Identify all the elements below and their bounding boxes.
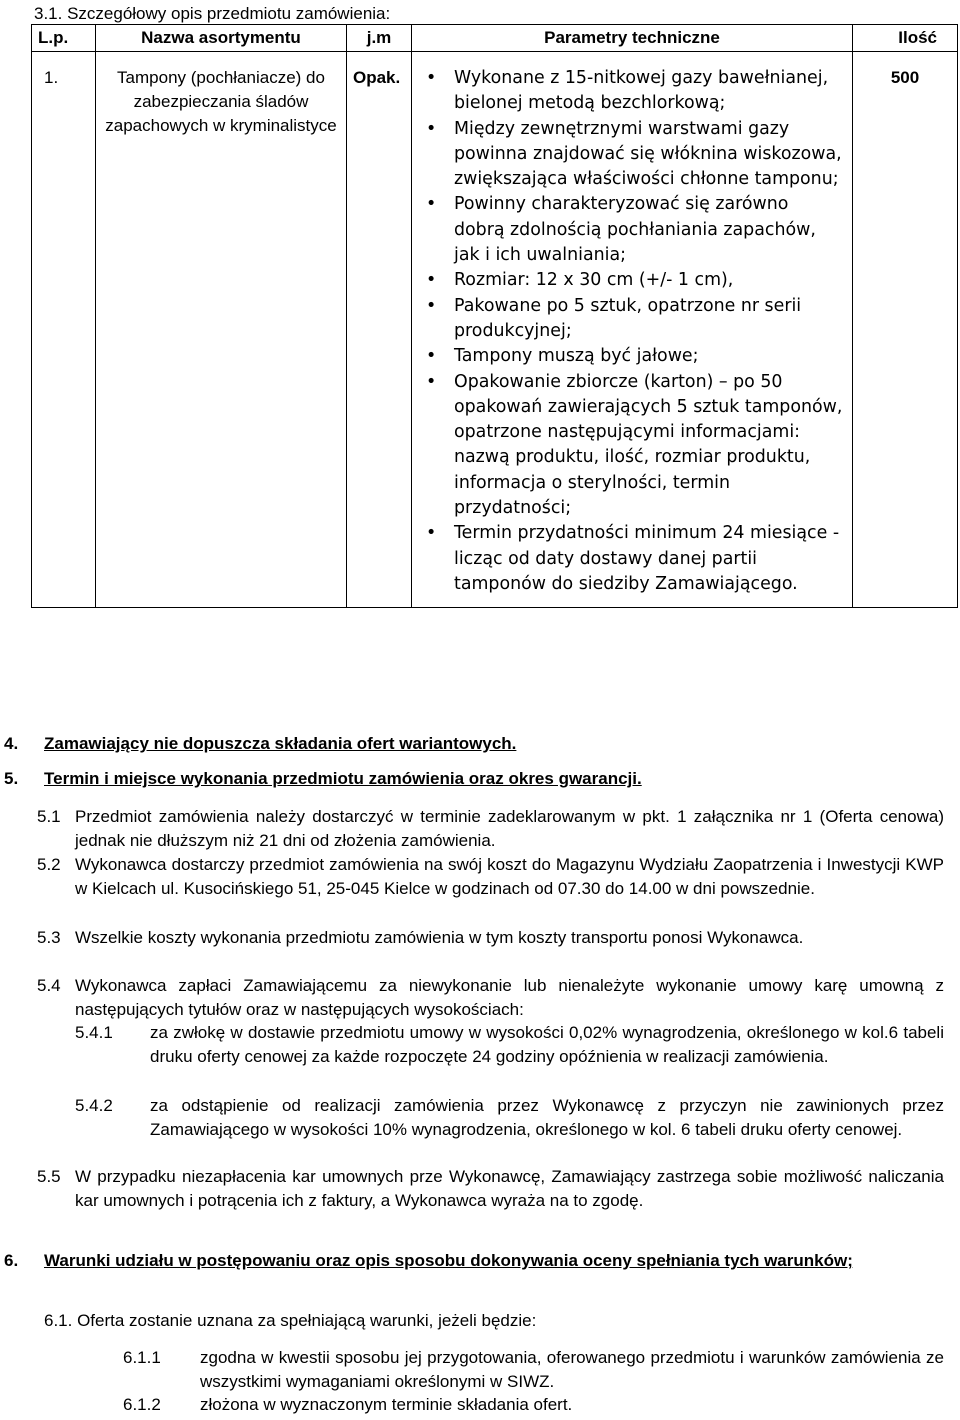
bullet-icon: • <box>426 270 437 291</box>
paragraph-number: 5.4.1 <box>75 1023 113 1042</box>
params-item-text: Wykonane z 15-nitkowej gazy bawełnianej, bielonej metodą bezchlorkową; <box>454 68 829 114</box>
paragraph-5-1 <box>37 805 944 853</box>
params-list <box>426 66 844 597</box>
paragraph-number: 5.5 <box>37 1167 61 1186</box>
table-row <box>32 52 958 608</box>
params-item-text: Powinny charakteryzować się zarówno dobrą zdolnością pochłaniania zapachów, jak i ich uwalniania; <box>454 194 816 266</box>
params-item-text: Pakowane po 5 sztuk, opatrzone nr serii produkcyjnej; <box>454 295 802 341</box>
params-item-text: Opakowanie zbiorcze (karton) – po 50 opakowań zawierających 5 sztuk tamponów, opatrzone następującymi informacjami: nazwą produktu, ilość, rozmiar produktu, informacja o sterylności, termin przydatności; <box>454 371 843 519</box>
paragraph-text: złożona w wyznaczonym terminie składania ofert. <box>200 1395 573 1414</box>
paragraph-number: 5.4 <box>37 976 61 995</box>
params-item-text: Termin przydatności minimum 24 miesiące - licząc od daty dostawy danej partii tamponów do siedziby Zamawiającego. <box>454 523 840 594</box>
paragraph-text: W przypadku niezapłacenia kar umownych prze Wykonawcę, Zamawiający zastrzega sobie możliwość naliczania kar umownych i potrącenia ich z faktury, a Wykonawca wyraża na to zgodę. <box>75 1167 944 1210</box>
paragraph-number: 6.1.2 <box>123 1395 161 1414</box>
header-qty: Ilość <box>853 25 958 52</box>
paragraph-text: Wykonawca zapłaci Zamawiającemu za niewykonanie lub nienależyte wykonanie umowy karę umowną z następujących tytułów oraz w następujących wysokościach: <box>75 976 944 1019</box>
paragraph-text: za odstąpienie od realizacji zamówienia przez Wykonawcę z przyczyn nie zawinionych przez Zamawiającego w wysokości 10% wynagrodzenia, określonego w kol. 6 tabeli druku oferty cenowej. <box>150 1096 944 1139</box>
paragraph-5-4 <box>37 974 944 1022</box>
paragraph-6-1-2 <box>123 1393 944 1417</box>
row-unit: Opak. <box>347 52 412 608</box>
params-item-text: Tampony muszą być jałowe; <box>454 346 699 367</box>
paragraph-number: 5.3 <box>37 928 61 947</box>
section-6-number: 6. <box>4 1251 19 1270</box>
bullet-icon: • <box>426 118 437 139</box>
paragraph-number: 5.4.2 <box>75 1096 113 1115</box>
section-5-number: 5. <box>4 769 19 788</box>
section-4-heading: Zamawiający nie dopuszcza składania ofert wariantowych. <box>44 734 517 753</box>
section-5-heading: Termin i miejsce wykonania przedmiotu zamówienia oraz okres gwarancji. <box>44 769 642 788</box>
paragraph-6-1: 6.1. Oferta zostanie uznana za spełniającą warunki, jeżeli będzie: <box>44 1311 537 1330</box>
params-item-text: Między zewnętrznymi warstwami gazy powinna znajdować się włóknina wiskozowa, zwiększająca właściwości chłonne tamponu; <box>454 118 842 190</box>
params-item-text: Rozmiar: 12 x 30 cm (+/- 1 cm), <box>454 270 734 291</box>
section-6-heading: Warunki udziału w postępowaniu oraz opis sposobu dokonywania oceny spełniania tych warunków; <box>44 1251 853 1270</box>
params-list-item <box>426 192 844 268</box>
paragraph-5-3 <box>37 926 944 950</box>
bullet-icon: • <box>426 194 437 215</box>
params-list-item <box>426 66 844 117</box>
header-name: Nazwa asortymentu <box>96 25 347 52</box>
header-unit: j.m <box>347 25 412 52</box>
bullet-icon: • <box>426 523 437 544</box>
paragraph-6-1-1 <box>123 1346 944 1394</box>
row-name: Tampony (pochłaniacze) do zabezpieczania śladów zapachowych w kryminalistyce <box>96 52 347 608</box>
paragraph-number: 6.1.1 <box>123 1348 161 1367</box>
paragraph-text: zgodna w kwestii sposobu jej przygotowania, oferowanego przedmiotu i warunków zamówienia ze wszystkimi wymaganiami określonymi w SIWZ. <box>200 1348 944 1391</box>
params-list-item <box>426 268 844 293</box>
paragraph-text: Przedmiot zamówienia należy dostarczyć w terminie zadeklarowanym w pkt. 1 załącznika nr 1 (Oferta cenowa) jednak nie dłuższym niż 21 dni od złożenia zamówienia. <box>75 807 944 850</box>
row-lp: 1. <box>32 52 96 608</box>
table-header-row <box>32 25 958 52</box>
bullet-icon: • <box>426 68 437 88</box>
order-specification-table <box>31 24 958 608</box>
params-list-item <box>426 370 844 522</box>
paragraph-5-2 <box>37 853 944 901</box>
params-list-item <box>426 117 844 193</box>
params-list-item <box>426 344 844 369</box>
params-list-item <box>426 521 844 597</box>
row-qty: 500 <box>853 52 958 608</box>
header-params: Parametry techniczne <box>412 25 853 52</box>
row-params <box>412 52 853 608</box>
params-list-item <box>426 294 844 345</box>
paragraph-5-4-1 <box>75 1021 944 1069</box>
paragraph-text: Wykonawca dostarczy przedmiot zamówienia na swój koszt do Magazynu Wydziału Zaopatrzenia i Inwestycji KWP w Kielcach ul. Kusocińskiego 51, 25-045 Kielce w godzinach od 07.30 do 14.00 w dni powszednie. <box>75 855 944 898</box>
section-heading: 3.1. Szczegółowy opis przedmiotu zamówienia: <box>34 4 391 23</box>
bullet-icon: • <box>426 346 437 367</box>
paragraph-number: 5.2 <box>37 855 61 874</box>
bullet-icon: • <box>426 371 437 392</box>
paragraph-number: 5.1 <box>37 807 61 826</box>
header-lp: L.p. <box>32 25 96 52</box>
paragraph-text: za zwłokę w dostawie przedmiotu umowy w wysokości 0,02% wynagrodzenia, określonego w kol.6 tabeli druku oferty cenowej za każde rozpoczęte 24 godziny opóźnienia w realizacji zamówienia. <box>150 1023 944 1066</box>
paragraph-5-4-2 <box>75 1094 944 1142</box>
section-4-number: 4. <box>4 734 19 753</box>
paragraph-text: Wszelkie koszty wykonania przedmiotu zamówienia w tym koszty transportu ponosi Wykonawca. <box>75 928 804 947</box>
bullet-icon: • <box>426 295 437 316</box>
paragraph-5-5 <box>37 1165 944 1213</box>
